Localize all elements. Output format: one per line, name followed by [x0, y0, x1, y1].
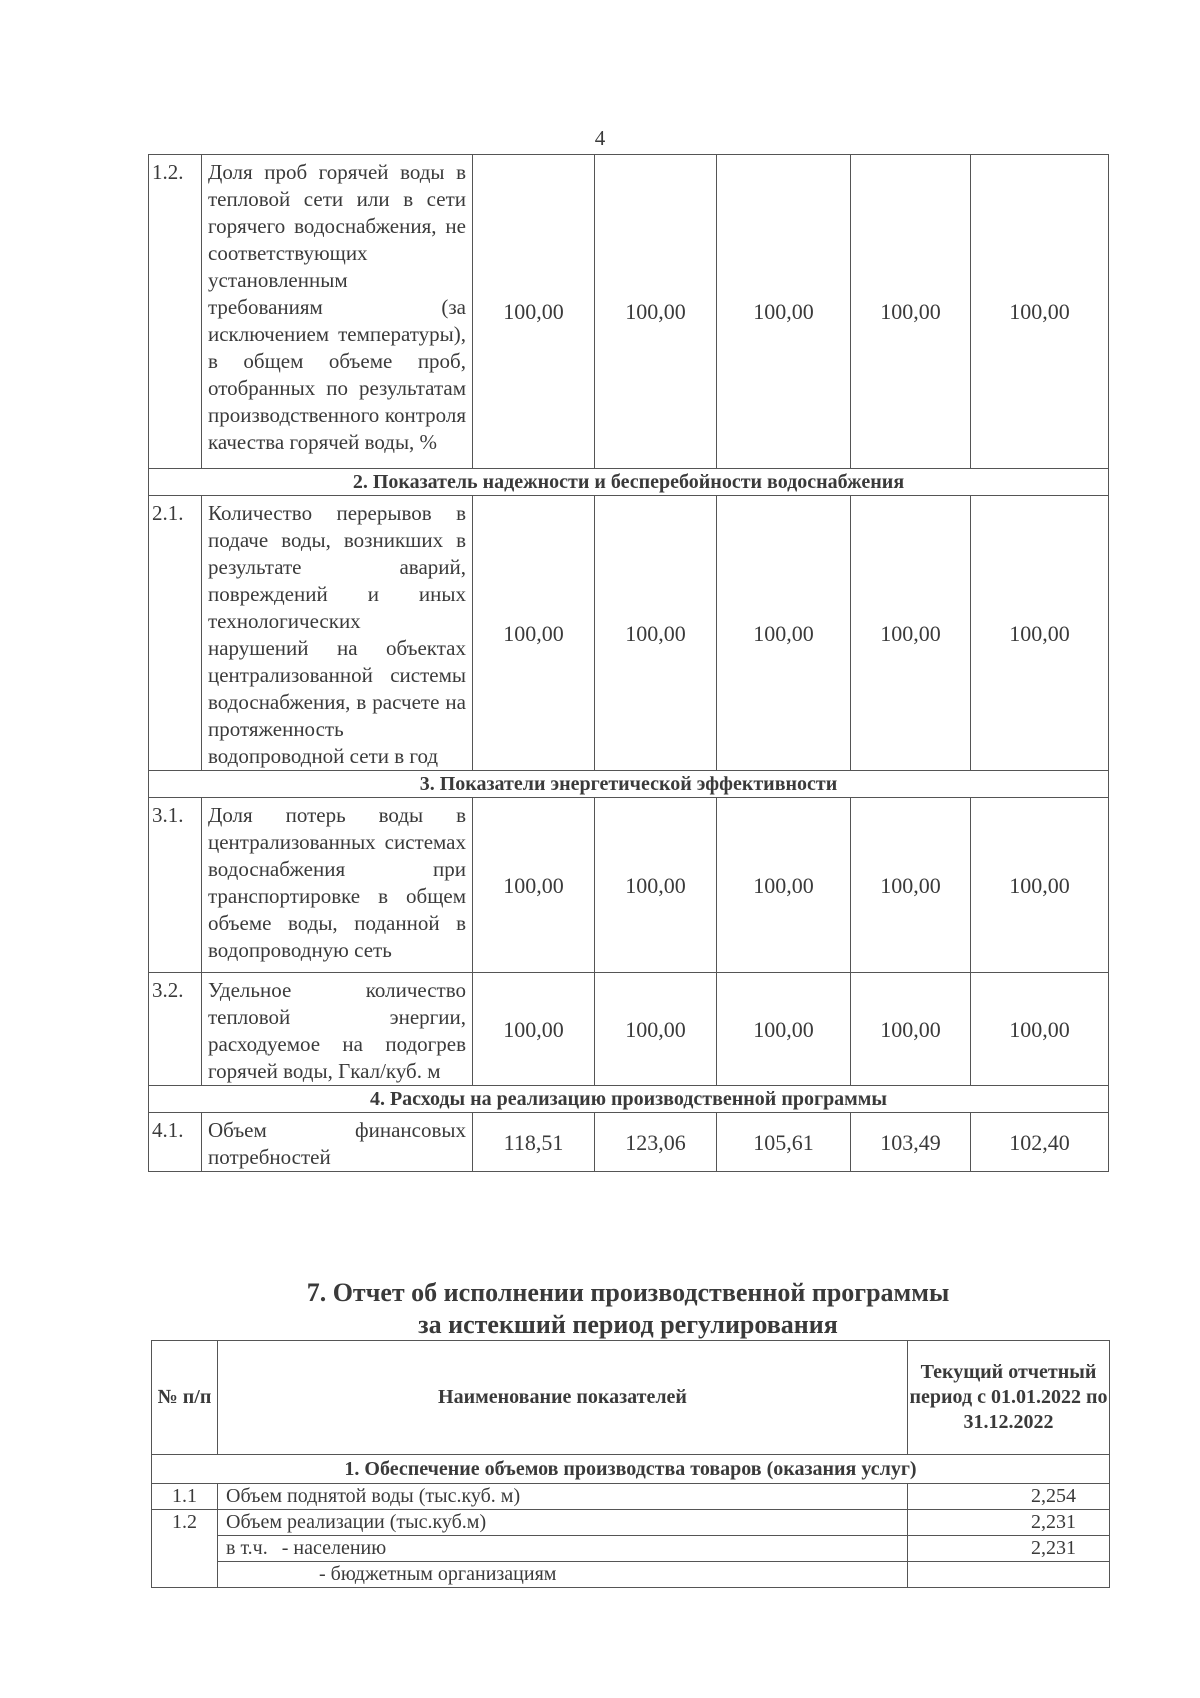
sub-row-label: - бюджетным организациям — [319, 1563, 557, 1585]
section-row — [149, 1086, 1109, 1113]
indicator-value: 105,61 — [717, 1113, 851, 1172]
header-period: Текущий отчетный период с 01.01.2022 по 31.12.2022 — [908, 1341, 1110, 1455]
indicator-name: Объем финансовых потребностей — [202, 1113, 473, 1172]
indicator-value: 103,49 — [851, 1113, 971, 1172]
indicator-value: 100,00 — [717, 973, 851, 1086]
indicator-row — [149, 155, 1109, 469]
report-sub-row — [152, 1536, 1110, 1562]
section-title: 2. Показатель надежности и бесперебойности водоснабжения — [149, 469, 1109, 496]
sub-row-name — [218, 1562, 908, 1588]
report-title-line2: за истекший период регулирования — [418, 1310, 838, 1339]
indicator-value: 100,00 — [851, 973, 971, 1086]
indicator-value: 100,00 — [971, 496, 1109, 771]
indicator-name: Удельное количество тепловой энергии, расходуемое на подогрев горячей воды, Гкал/куб. м — [202, 973, 473, 1086]
indicator-value: 100,00 — [473, 973, 595, 1086]
sub-row-value: 2,231 — [908, 1536, 1110, 1562]
section-title: 4. Расходы на реализацию производственной программы — [149, 1086, 1109, 1113]
indicator-value: 123,06 — [595, 1113, 717, 1172]
section-row — [149, 771, 1109, 798]
indicator-num: 2.1. — [149, 496, 202, 771]
indicator-num: 1.2. — [149, 155, 202, 469]
indicator-value: 100,00 — [971, 798, 1109, 973]
indicator-value: 100,00 — [595, 496, 717, 771]
sub-row-value — [908, 1562, 1110, 1588]
indicator-name: Доля потерь воды в централизованных системах водоснабжения при транспортировке в общем объеме воды, поданной в водопроводную сеть — [202, 798, 473, 973]
indicators-table — [148, 154, 1109, 1172]
indicator-value: 100,00 — [595, 798, 717, 973]
report-section-row — [152, 1455, 1110, 1484]
indicator-num: 3.1. — [149, 798, 202, 973]
indicator-value: 100,00 — [971, 973, 1109, 1086]
indicator-value: 100,00 — [851, 496, 971, 771]
report-title-line1: 7. Отчет об исполнении производственной программы — [306, 1278, 950, 1307]
sub-row-prefix: в т.ч. — [226, 1537, 268, 1559]
indicator-num: 4.1. — [149, 1113, 202, 1172]
section-title: 1. Обеспечение объемов производства товаров (оказания услуг) — [152, 1455, 1110, 1484]
indicator-value: 100,00 — [971, 155, 1109, 469]
header-num: № п/п — [152, 1341, 218, 1455]
row-value: 2,254 — [908, 1484, 1110, 1510]
section-title: 3. Показатели энергетической эффективности — [149, 771, 1109, 798]
indicator-value: 100,00 — [851, 798, 971, 973]
row-num: 1.2 — [152, 1510, 218, 1588]
row-name: Объем поднятой воды (тыс.куб. м) — [218, 1484, 908, 1510]
section-row — [149, 469, 1109, 496]
report-sub-row — [152, 1562, 1110, 1588]
row-name: Объем реализации (тыс.куб.м) — [218, 1510, 908, 1536]
indicator-name: Количество перерывов в подаче воды, возникших в результате аварий, повреждений и иных технологических нарушений на объектах централизованной системы водоснабжения, в расчете на протяженность водопроводной сети в год — [202, 496, 473, 771]
indicator-value: 118,51 — [473, 1113, 595, 1172]
indicator-value: 100,00 — [717, 155, 851, 469]
row-value: 2,231 — [908, 1510, 1110, 1536]
sub-row-label: - населению — [281, 1537, 387, 1559]
sub-row-name — [218, 1536, 908, 1562]
indicator-name: Доля проб горячей воды в тепловой сети или в сети горячего водоснабжения, не соответствующих установленным требованиям (за исключением температуры), в общем объеме проб, отобранных по результатам производственного контроля качества горячей воды, % — [202, 155, 473, 469]
indicator-value: 102,40 — [971, 1113, 1109, 1172]
indicator-num: 3.2. — [149, 973, 202, 1086]
report-row — [152, 1484, 1110, 1510]
report-header-row — [152, 1341, 1110, 1455]
indicator-value: 100,00 — [717, 496, 851, 771]
indicator-row — [149, 798, 1109, 973]
indicator-row — [149, 1113, 1109, 1172]
row-num: 1.1 — [152, 1484, 218, 1510]
report-table — [151, 1340, 1110, 1588]
indicator-row — [149, 973, 1109, 1086]
page-number: 4 — [594, 126, 606, 150]
report-row — [152, 1510, 1110, 1536]
indicator-value: 100,00 — [473, 155, 595, 469]
indicator-value: 100,00 — [851, 155, 971, 469]
indicator-value: 100,00 — [473, 496, 595, 771]
indicator-value: 100,00 — [595, 155, 717, 469]
header-name: Наименование показателей — [218, 1341, 908, 1455]
indicator-value: 100,00 — [473, 798, 595, 973]
indicator-value: 100,00 — [595, 973, 717, 1086]
indicator-row — [149, 496, 1109, 771]
indicator-value: 100,00 — [717, 798, 851, 973]
